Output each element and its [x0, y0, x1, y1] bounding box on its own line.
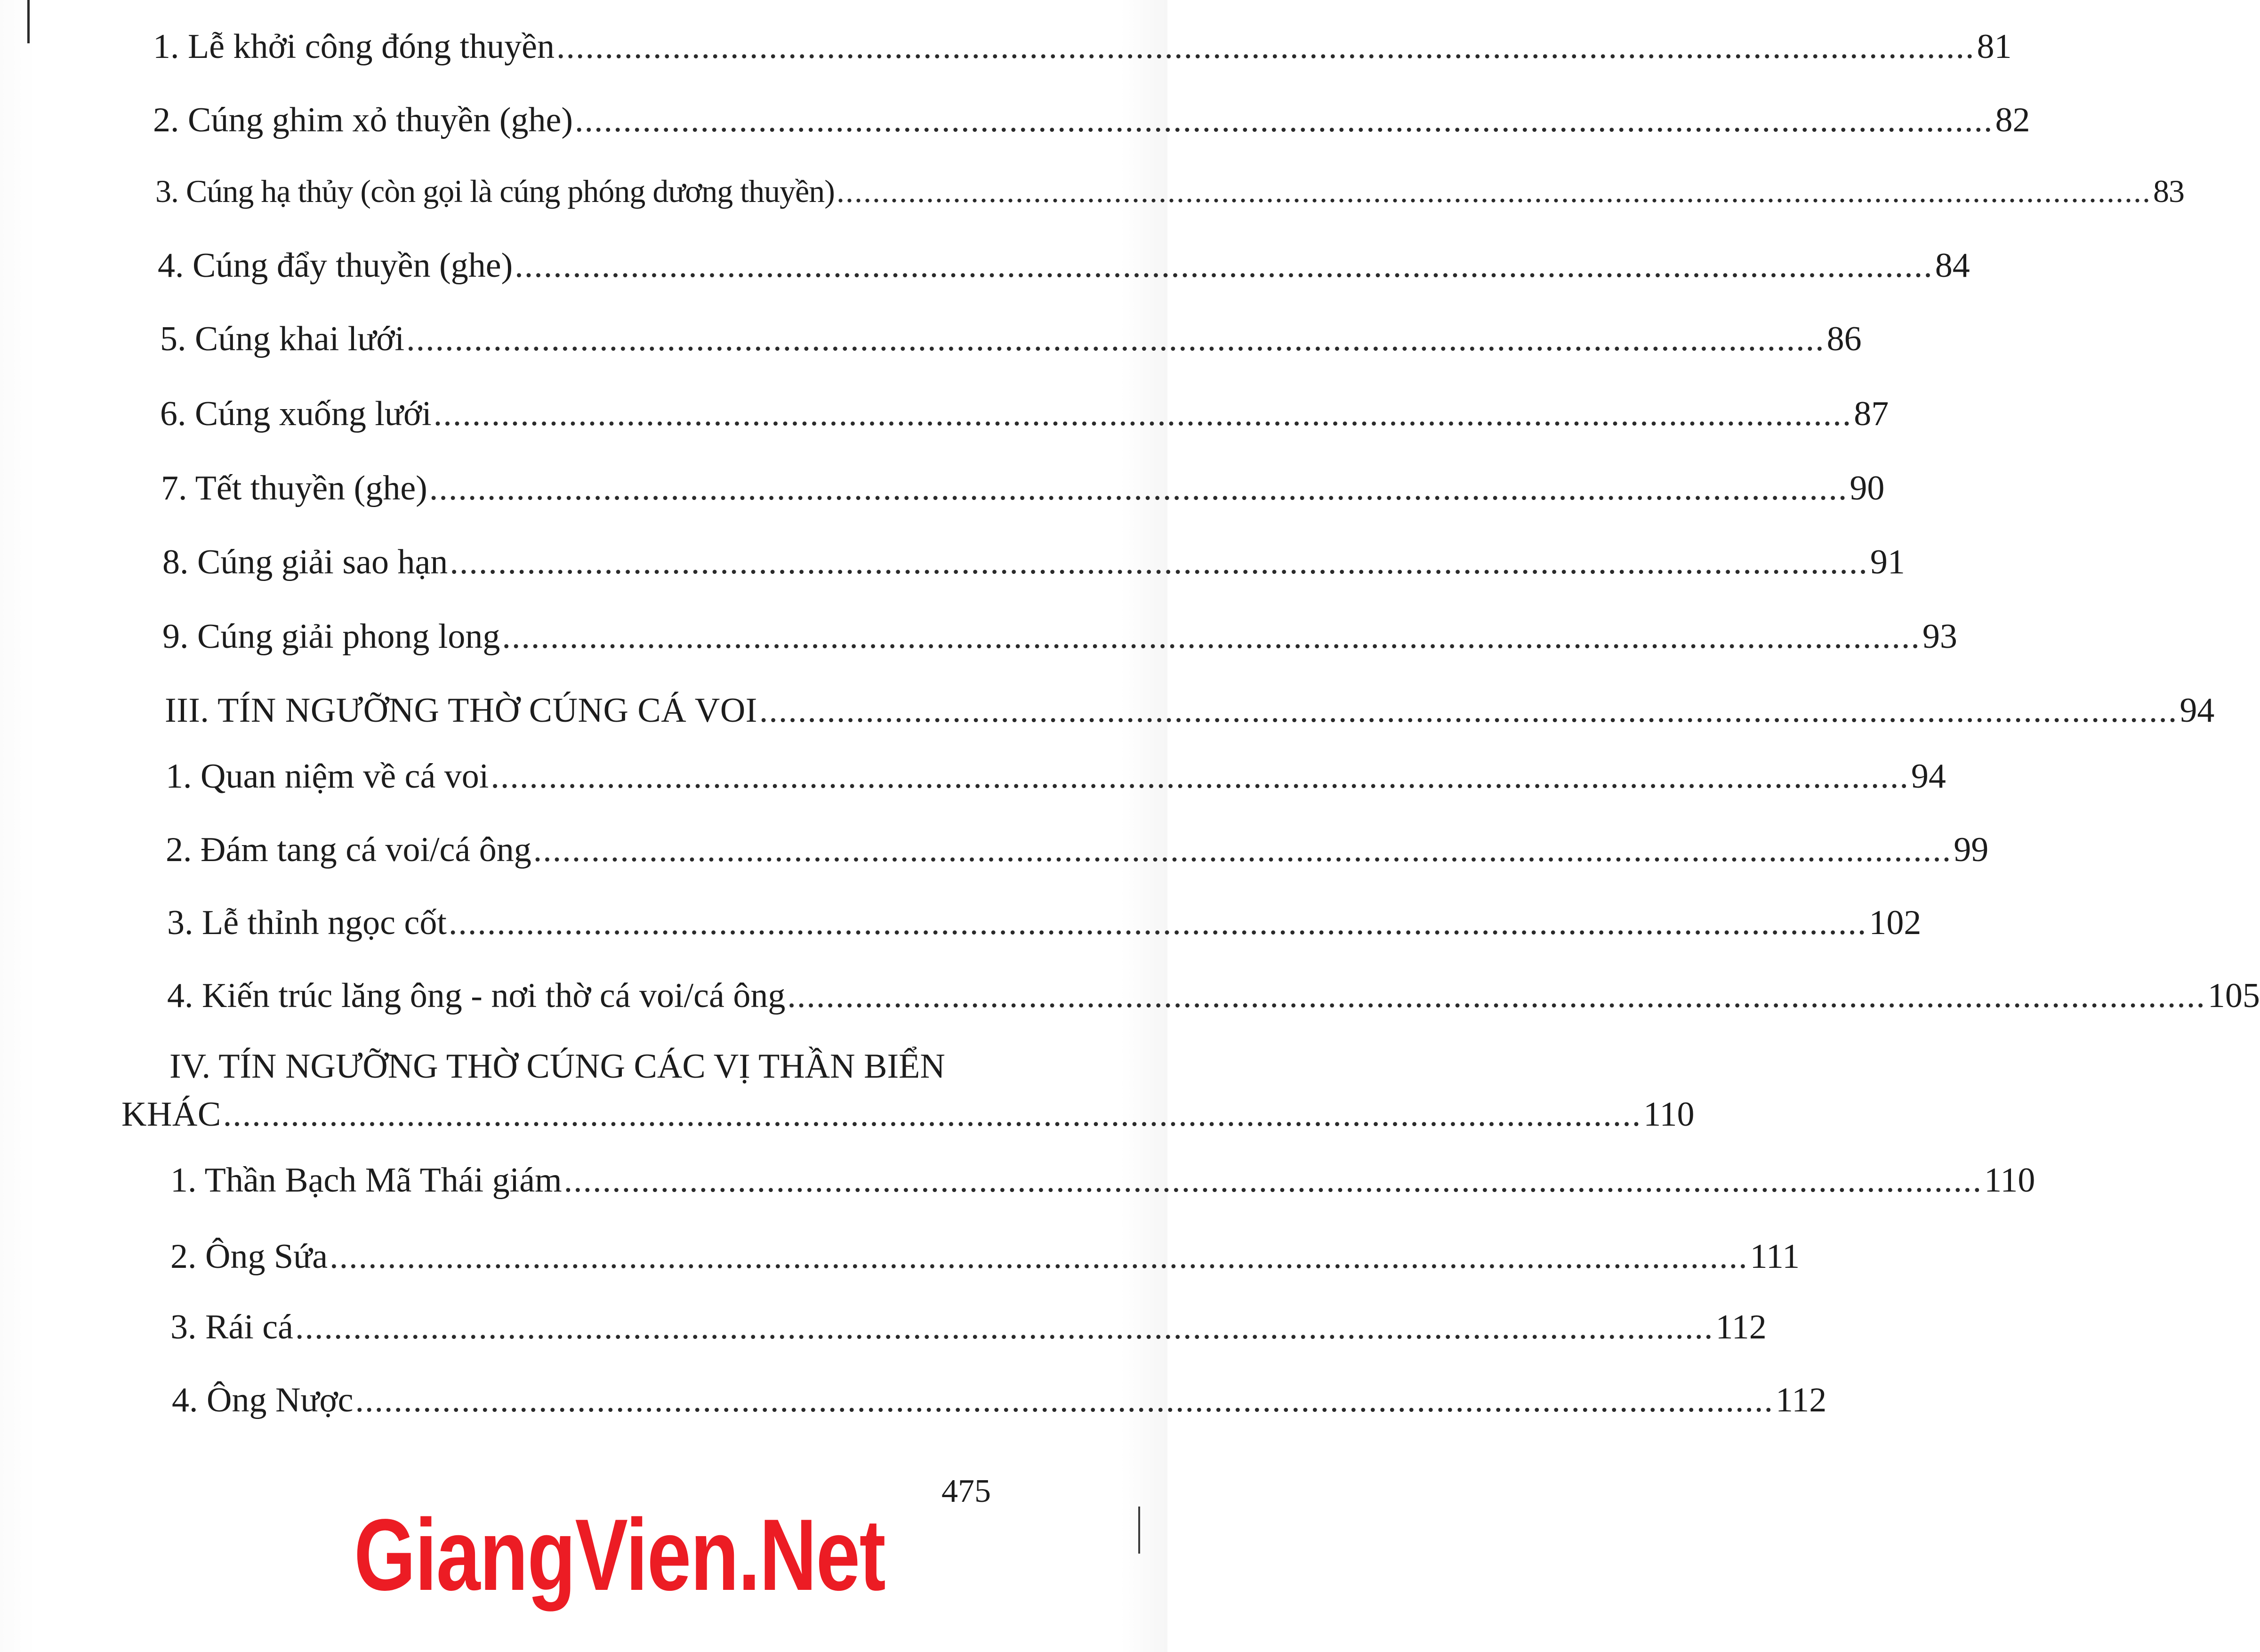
dot-leader: ................................................................................................................................................... — [295, 1308, 1714, 1346]
toc-entry-page: 90 — [1850, 469, 1885, 508]
toc-entry-label: 4. Cúng đẩy thuyền (ghe) — [158, 246, 513, 285]
toc-entry-page: 83 — [2153, 173, 2184, 209]
toc-entry-page: 111 — [1750, 1237, 1800, 1276]
toc-entry — [162, 617, 1957, 656]
toc-entry-label: 6. Cúng xuống lưới — [160, 395, 432, 433]
toc-entry-label: 1. Lễ khởi công đóng thuyền — [153, 27, 555, 66]
page-edge-mark-right — [1138, 1507, 1140, 1554]
toc-entry — [167, 976, 2260, 1015]
dot-leader: ................................................................................................................................................... — [433, 395, 1852, 433]
dot-leader: ................................................................................................................................................... — [223, 1095, 1642, 1134]
toc-entry — [160, 395, 1889, 433]
toc-entry-page: 112 — [1715, 1308, 1767, 1346]
toc-entry-label: 4. Kiến trúc lăng ông - nơi thờ cá voi/cá ông — [167, 976, 786, 1015]
toc-entry — [153, 101, 2030, 139]
toc-section-label-line2: KHÁC — [121, 1095, 221, 1134]
dot-leader: ................................................................................................................................................... — [502, 617, 1921, 656]
page-edge-mark — [27, 0, 30, 43]
dot-leader: ................................................................................................................................................... — [406, 320, 1825, 358]
toc-entry-label: 2. Ông Sứa — [170, 1237, 328, 1276]
toc-entry-page: 110 — [1984, 1161, 2035, 1200]
dot-leader: ................................................................................................................................................... — [533, 830, 1952, 869]
toc-section-heading — [165, 691, 2215, 730]
watermark-logo: GiangVien.Net — [354, 1498, 885, 1612]
toc-entry — [167, 903, 1922, 942]
toc-entry-page: 105 — [2207, 976, 2260, 1015]
toc-entry — [170, 1237, 1800, 1276]
toc-entry — [166, 757, 1946, 796]
toc-entry-label: 3. Cúng hạ thủy (còn gọi là cúng phóng dương thuyền) — [155, 173, 835, 209]
toc-entry — [153, 27, 2012, 66]
toc-section-page: 110 — [1643, 1095, 1695, 1134]
dot-leader: ................................................................................................................................................... — [355, 1381, 1774, 1419]
toc-entry — [162, 543, 1905, 581]
toc-entry-page: 82 — [1995, 101, 2030, 139]
toc-entry — [172, 1381, 1827, 1419]
page-number: 475 — [941, 1473, 991, 1509]
toc-section-label-line1: IV. TÍN NGƯỠNG THỜ CÚNG CÁC VỊ THẦN BIỂN — [169, 1047, 945, 1086]
toc-entry-label: 3. Rái cá — [170, 1308, 293, 1346]
dot-leader: ................................................................................................................................................... — [759, 691, 2178, 730]
dot-leader: ................................................................................................................................................... — [575, 101, 1994, 139]
toc-entry-label: 1. Thần Bạch Mã Thái giám — [170, 1161, 562, 1200]
toc-entry-page: 84 — [1935, 246, 1970, 285]
dot-leader: ................................................................................................................................................... — [556, 27, 1975, 66]
dot-leader: ................................................................................................................................................... — [448, 903, 1867, 942]
toc-entry-label: 2. Cúng ghim xỏ thuyền (ghe) — [153, 101, 573, 139]
dot-leader: ................................................................................................................................................... — [491, 757, 1909, 796]
dot-leader: ................................................................................................................................................... — [515, 246, 1933, 285]
toc-entry — [158, 246, 1970, 285]
toc-entry-label: 3. Lễ thỉnh ngọc cốt — [167, 903, 447, 942]
dot-leader: ................................................................................................................................................... — [563, 1161, 1983, 1200]
toc-entry-label: 7. Tết thuyền (ghe) — [161, 469, 427, 508]
dot-leader: ................................................................................................................................................... — [429, 469, 1848, 508]
dot-leader: ................................................................................................................................................... — [836, 173, 2151, 209]
toc-entry-label: 8. Cúng giải sao hạn — [162, 543, 448, 581]
toc-entry-page: 87 — [1854, 395, 1889, 433]
toc-entry-page: 93 — [1922, 617, 1957, 656]
toc-entry-page: 81 — [1977, 27, 2012, 66]
toc-entry-label: 2. Đám tang cá voi/cá ông — [166, 830, 531, 869]
toc-entry — [170, 1161, 2035, 1200]
dot-leader: ................................................................................................................................................... — [787, 976, 2206, 1015]
toc-entry-label: 5. Cúng khai lưới — [160, 320, 405, 358]
dot-leader: ................................................................................................................................................... — [330, 1237, 1748, 1276]
toc-section-page: 94 — [2180, 691, 2215, 730]
toc-entry-label: 1. Quan niệm về cá voi — [166, 757, 489, 796]
toc-section-heading — [121, 1095, 1695, 1134]
toc-entry-page: 94 — [1911, 757, 1946, 796]
toc-entry-page: 99 — [1954, 830, 1989, 869]
toc-entry-page: 102 — [1869, 903, 1922, 942]
toc-entry-page: 91 — [1870, 543, 1905, 581]
toc-section-label: III. TÍN NGƯỠNG THỜ CÚNG CÁ VOI — [165, 691, 757, 730]
dot-leader: ................................................................................................................................................... — [450, 543, 1868, 581]
toc-entry-label: 9. Cúng giải phong long — [162, 617, 500, 656]
toc-entry-page: 112 — [1775, 1381, 1827, 1419]
toc-entry — [155, 173, 2184, 209]
toc-entry — [161, 469, 1885, 508]
toc-entry-label: 4. Ông Nược — [172, 1381, 354, 1419]
toc-entry-page: 86 — [1826, 320, 1862, 358]
toc-entry — [166, 830, 1989, 869]
toc-entry — [170, 1308, 1767, 1346]
toc-entry — [160, 320, 1862, 358]
